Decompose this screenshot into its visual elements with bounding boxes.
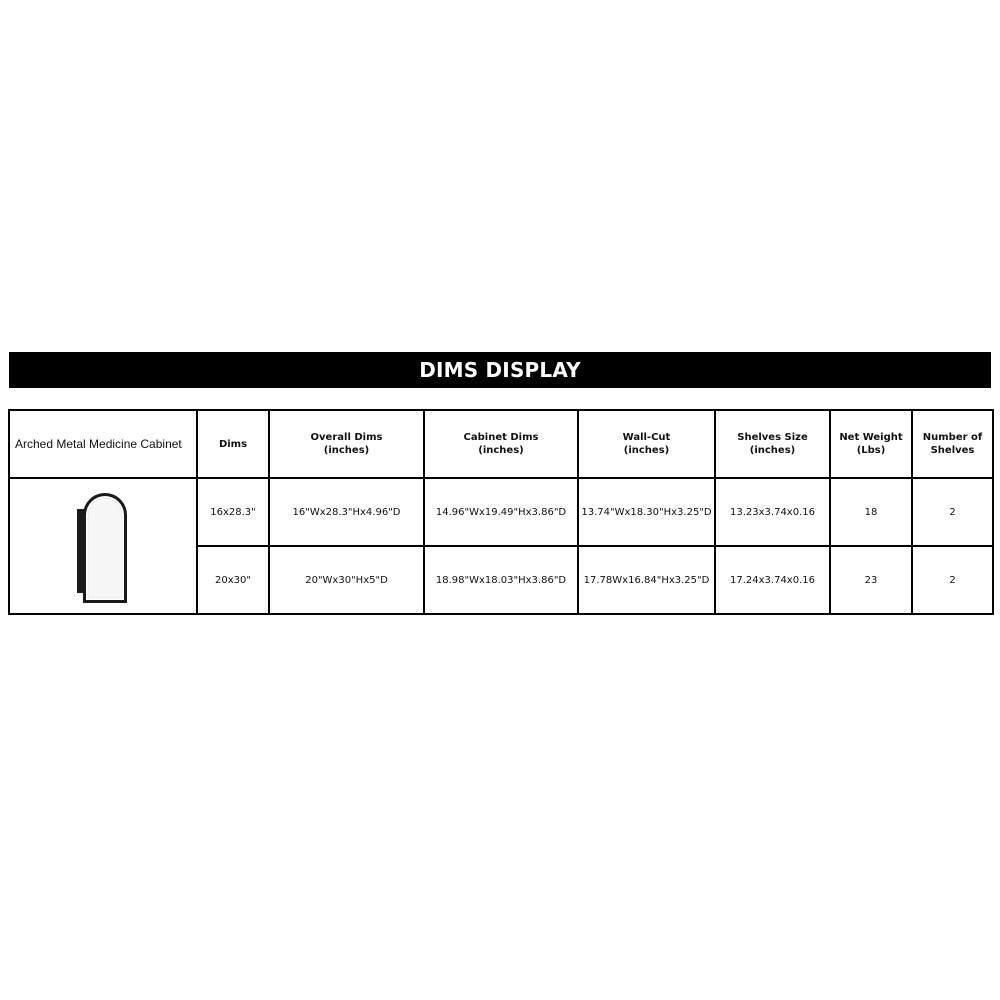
header-dims: Dims [197,410,269,478]
row-2-number-of-shelves: 2 [912,546,993,614]
row-2-cabinet-dims: 18.98"Wx18.03"Hx3.86"D [424,546,578,614]
header-number-of-shelves: Number of Shelves [912,410,993,478]
row-1-wall-cut: 13.74"Wx18.30"Hx3.25"D [578,478,715,546]
header-wall-cut: Wall-Cut (inches) [578,410,715,478]
header-shelves-size: Shelves Size (inches) [715,410,830,478]
dims-table [8,409,994,615]
row-2-overall-dims: 20"Wx30"Hx5"D [269,546,424,614]
banner-title: DIMS DISPLAY [419,358,581,382]
row-2-net-weight: 23 [830,546,912,614]
row-1-cabinet-dims: 14.96"Wx19.49"Hx3.86"D [424,478,578,546]
product-image-cell [9,478,197,614]
row-1-shelves-size: 13.23x3.74x0.16 [715,478,830,546]
row-1-overall-dims: 16"Wx28.3"Hx4.96"D [269,478,424,546]
row-1-number-of-shelves: 2 [912,478,993,546]
row-2-dims: 20x30" [197,546,269,614]
header-net-weight: Net Weight (Lbs) [830,410,912,478]
row-2-wall-cut: 17.78Wx16.84"Hx3.25"D [578,546,715,614]
table-row [9,478,993,546]
dims-display-banner [9,352,991,388]
arched-mirror-cabinet-icon [73,485,133,607]
row-2-shelves-size: 17.24x3.74x0.16 [715,546,830,614]
header-cabinet-dims: Cabinet Dims (inches) [424,410,578,478]
table-header-row [9,410,993,478]
header-overall-dims: Overall Dims (inches) [269,410,424,478]
row-1-net-weight: 18 [830,478,912,546]
row-1-dims: 16x28.3" [197,478,269,546]
header-product-name: Arched Metal Medicine Cabinet [9,410,197,478]
